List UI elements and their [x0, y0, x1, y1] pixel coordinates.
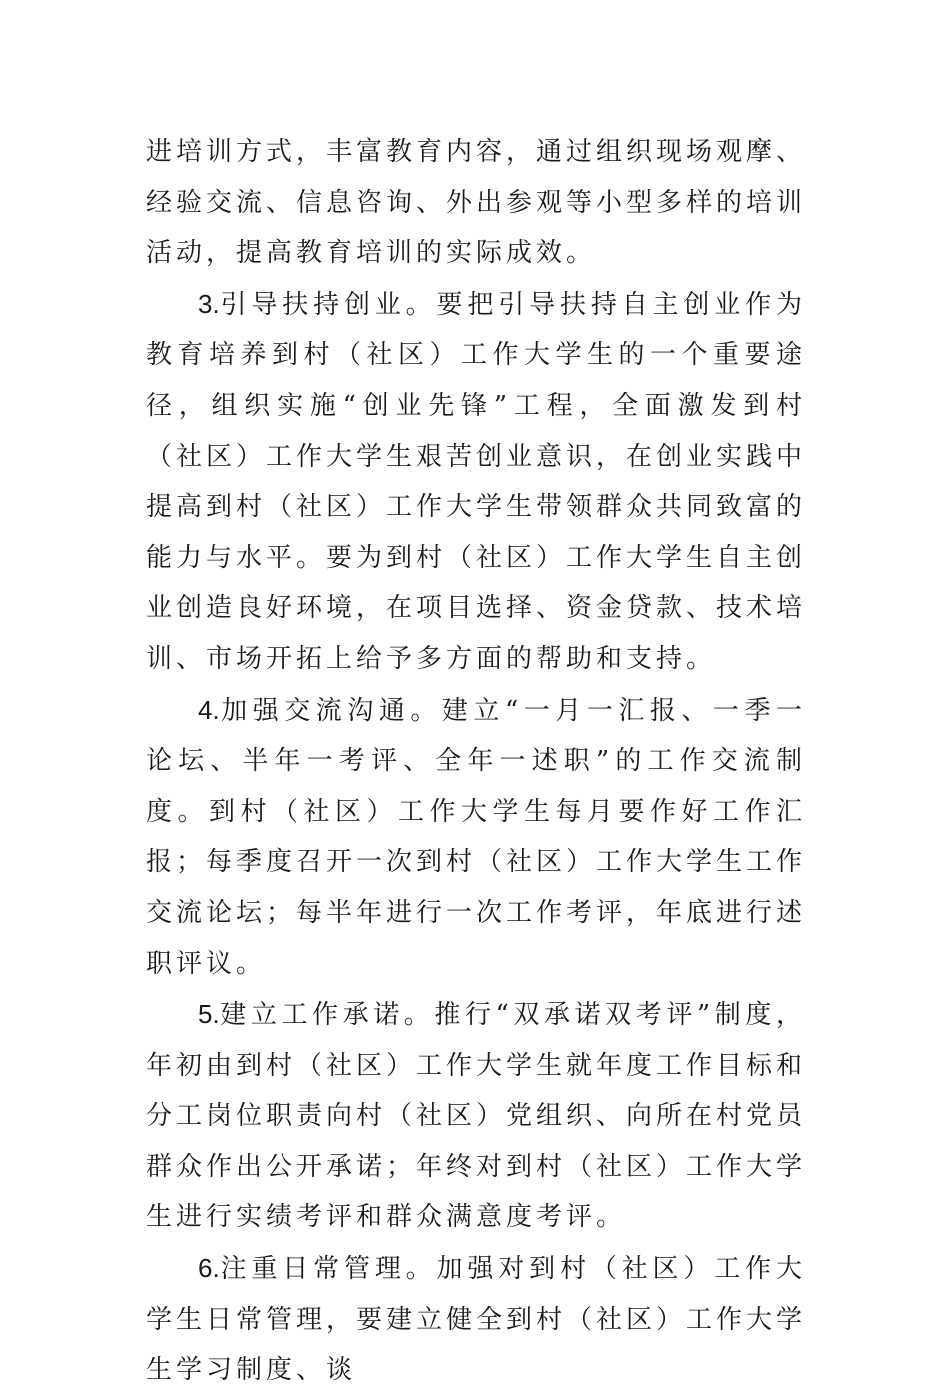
paragraph-3-heading: 加强交流沟通。	[219, 695, 442, 726]
document-body	[146, 127, 806, 1396]
paragraph-4-number: 5.	[198, 999, 220, 1030]
paragraph-5-number: 6.	[198, 1253, 220, 1284]
paragraph-3-number: 4.	[198, 694, 220, 725]
paragraph-5-text: 加强对到村（社区）工作大学生日常管理，要建立健全到村（社区）工作大学生学习制度、谈	[146, 1254, 807, 1386]
paragraph-2-text: 要把引导扶持自主创业作为教育培养到村（社区）工作大学生的一个重要途径，组织实施“创业先锋”工程，全面激发到村（社区）工作大学生艰苦创业意识，在创业实践中提高到村（社区）工作大学生带领群众共同致富的能力与水平。要为到村（社区）工作大学生自主创业创造良好环境，在项目选择、资金贷款、技术培训、市场开拓上给予多方面的帮助和支持。	[146, 289, 807, 674]
paragraph-2-number: 3.	[198, 288, 220, 319]
paragraph-4-heading: 建立工作承诺。	[219, 1000, 435, 1031]
paragraph-3-text: 建立“一月一汇报、一季一论坛、半年一考评、全年一述职”的工作交流制度。到村（社区）工作大学生每月要作好工作汇报；每季度召开一次到村（社区）工作大学生工作交流论坛；每半年进行一次工作考评，年底进行述职评议。	[146, 695, 807, 979]
paragraph-1-text: 进培训方式，丰富教育内容，通过组织现场观摩、经验交流、信息咨询、外出参观等小型多样的培训活动，提高教育培训的实际成效。	[146, 137, 807, 269]
paragraph-4	[146, 989, 806, 1243]
paragraph-2-heading: 引导扶持创业。	[219, 289, 437, 320]
paragraph-2	[146, 279, 806, 685]
paragraph-5	[146, 1243, 806, 1396]
paragraph-4-text: 推行“双承诺双考评”制度，年初由到村（社区）工作大学生就年度工作目标和分工岗位职责向村（社区）党组织、向所在村党员群众作出公开承诺；年终对到村（社区）工作大学生进行实绩考评和群众满意度考评。	[146, 1000, 807, 1233]
paragraph-3	[146, 685, 806, 990]
paragraph-1	[146, 127, 806, 279]
paragraph-5-heading: 注重日常管理。	[219, 1254, 437, 1285]
